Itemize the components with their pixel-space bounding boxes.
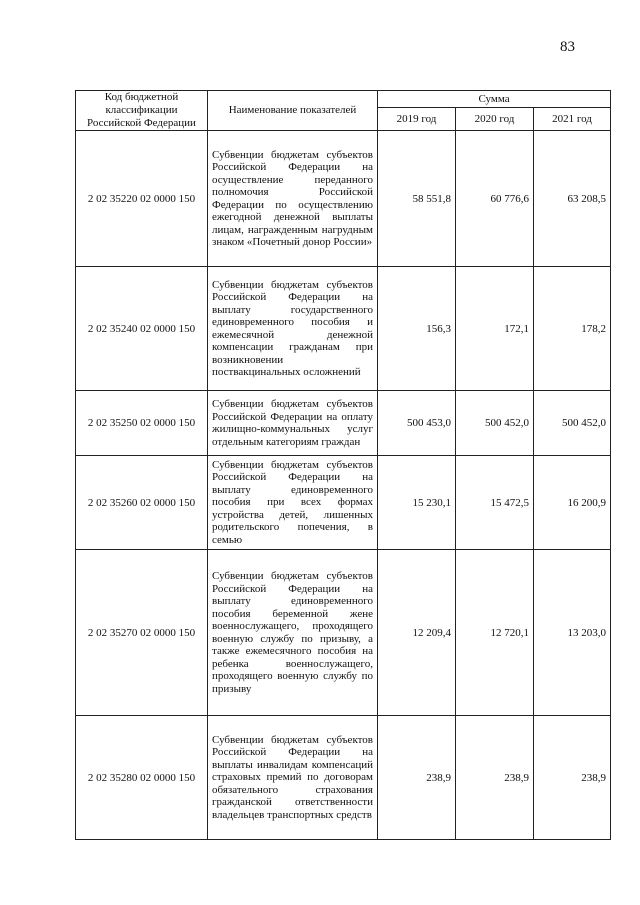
table-row xyxy=(76,716,611,840)
row-code: 2 02 35240 02 0000 150 xyxy=(76,267,208,391)
row-code: 2 02 35220 02 0000 150 xyxy=(76,131,208,267)
header-year-2019: 2019 год xyxy=(378,108,456,131)
row-value-2021: 63 208,5 xyxy=(534,131,611,267)
header-year-2021: 2021 год xyxy=(534,108,611,131)
row-value-2021: 178,2 xyxy=(534,267,611,391)
row-name: Субвенции бюджетам субъектов Российской Федерации на выплату единовременного пособия беременной жене военнослужащего, проходящего военную службу по призыву, а также ежемесячного пособия на ребенка военнослужащего, проходящего военную службу по призыву xyxy=(208,550,378,716)
row-value-2021: 16 200,9 xyxy=(534,456,611,550)
row-value-2021: 238,9 xyxy=(534,716,611,840)
header-year-2020: 2020 год xyxy=(456,108,534,131)
table-row xyxy=(76,131,611,267)
row-value-2019: 156,3 xyxy=(378,267,456,391)
page-number: 83 xyxy=(560,39,575,55)
row-name: Субвенции бюджетам субъектов Российской Федерации на осуществление переданного полномочия Российской Федерации по осуществлению ежегодной денежной выплаты лицам, награжденным нагрудным знаком «Почетный донор России» xyxy=(208,131,378,267)
row-name: Субвенции бюджетам субъектов Российской Федерации на выплаты инвалидам компенсаций страховых премий по договорам обязательного страхования гражданской ответственности владельцев транспортных средств xyxy=(208,716,378,840)
row-name: Субвенции бюджетам субъектов Российской Федерации на выплату единовременного пособия при всех формах устройства детей, лишенных родительского попечения, в семью xyxy=(208,456,378,550)
row-value-2021: 13 203,0 xyxy=(534,550,611,716)
table-row xyxy=(76,391,611,456)
row-value-2019: 238,9 xyxy=(378,716,456,840)
row-name: Субвенции бюджетам субъектов Российской Федерации на оплату жилищно-коммунальных услуг отдельным категориям граждан xyxy=(208,391,378,456)
header-name: Наименование показателей xyxy=(208,91,378,131)
row-value-2020: 15 472,5 xyxy=(456,456,534,550)
row-code: 2 02 35270 02 0000 150 xyxy=(76,550,208,716)
row-value-2019: 12 209,4 xyxy=(378,550,456,716)
row-code: 2 02 35250 02 0000 150 xyxy=(76,391,208,456)
header-sum: Сумма xyxy=(378,91,611,108)
row-value-2020: 238,9 xyxy=(456,716,534,840)
row-code: 2 02 35280 02 0000 150 xyxy=(76,716,208,840)
header-code: Код бюджетной классификации Российской Федерации xyxy=(76,91,208,131)
row-code: 2 02 35260 02 0000 150 xyxy=(76,456,208,550)
row-value-2020: 60 776,6 xyxy=(456,131,534,267)
row-value-2020: 172,1 xyxy=(456,267,534,391)
row-value-2019: 500 453,0 xyxy=(378,391,456,456)
budget-table xyxy=(75,90,611,840)
row-value-2019: 15 230,1 xyxy=(378,456,456,550)
row-value-2020: 12 720,1 xyxy=(456,550,534,716)
table-row xyxy=(76,456,611,550)
row-value-2020: 500 452,0 xyxy=(456,391,534,456)
table-row xyxy=(76,267,611,391)
row-name: Субвенции бюджетам субъектов Российской Федерации на выплату государственного единовременного пособия и ежемесячной денежной компенсации гражданам при возникновении поствакцинальных осложнений xyxy=(208,267,378,391)
table-row xyxy=(76,550,611,716)
row-value-2019: 58 551,8 xyxy=(378,131,456,267)
row-value-2021: 500 452,0 xyxy=(534,391,611,456)
